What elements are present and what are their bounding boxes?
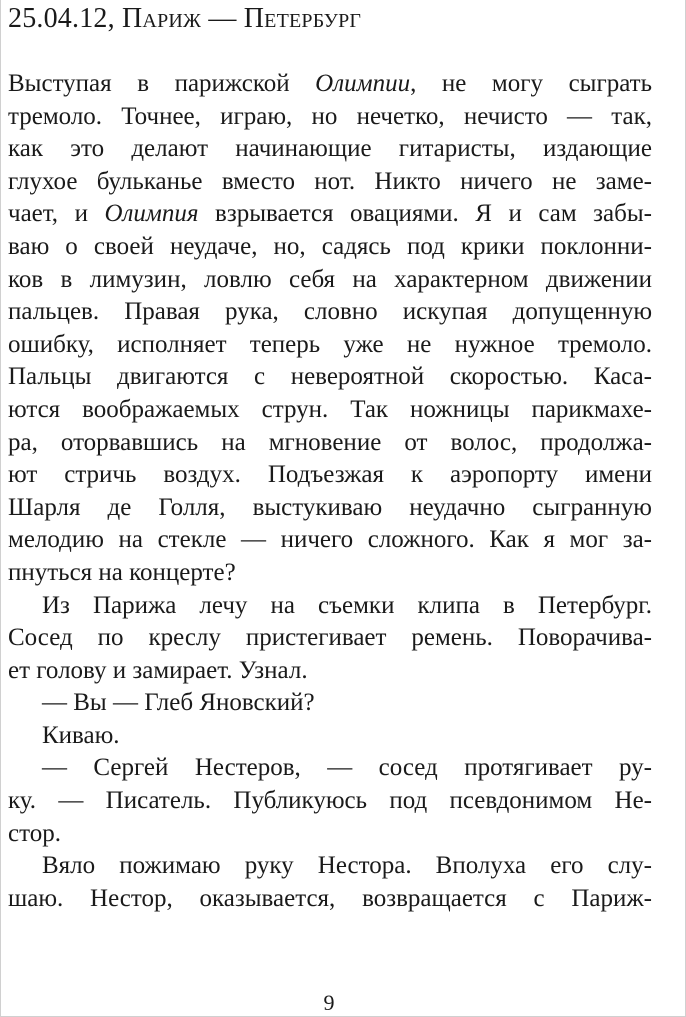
text-line: чает, и Олимпия взрывается овациями. Я и сам забы-: [8, 200, 652, 228]
text-line: ошибку, исполняет теперь уже не нужное тремоло.: [8, 330, 652, 358]
text-line: как это делают начинающие гитаристы, издающие: [8, 135, 652, 163]
body-text: [8, 68, 652, 915]
text-line: ет голову и замирает. Узнал.: [8, 656, 308, 684]
text-line: Выступая в парижской Олимпии, не могу сыграть: [8, 70, 652, 97]
text-line: — Вы — Глеб Яновский?: [42, 689, 315, 717]
text-line: шаю. Нестор, оказывается, возвращается с Париж-: [8, 884, 652, 912]
text-line: Киваю.: [42, 721, 120, 749]
text-line: стор.: [8, 819, 61, 847]
heading-title: Париж — Петербург: [122, 3, 362, 34]
text-line: Пальцы двигаются с невероятной скоростью. Каса-: [8, 363, 652, 391]
heading-date: 25.04.12,: [8, 3, 122, 34]
text-line: ков в лимузин, ловлю себя на характерном движении: [8, 265, 652, 293]
text-line: пальцев. Правая рука, словно искупая допущенную: [8, 298, 652, 326]
text-line: ку. — Писатель. Публикуюсь под псевдонимом Не-: [8, 787, 652, 815]
text-line: ют стричь воздух. Подъезжая к аэропорту имени: [8, 461, 652, 489]
text-line: пнуться на концерте?: [8, 558, 236, 586]
text-line: Из Парижа лечу на съемки клипа в Петербург.: [42, 591, 652, 619]
text-line: Шарля де Голля, выстукиваю неудачно сыгранную: [8, 493, 652, 521]
text-line: Вяло пожимаю руку Нестора. Вполуха его слу-: [42, 852, 652, 880]
text-line: ра, оторвавшись на мгновение от волос, продолжа-: [8, 428, 652, 456]
section-heading: [8, 2, 361, 36]
text-line: тремоло. Точнее, играю, но нечетко, нечисто — так,: [8, 102, 652, 130]
text-line: глухое бульканье вместо нот. Никто ничего не заме-: [8, 167, 652, 195]
text-line: ваю о своей неудаче, но, садясь под крики поклонни-: [8, 232, 652, 260]
page-number: 9: [323, 990, 335, 1015]
text-line: Сосед по креслу пристегивает ремень. Поворачива-: [8, 624, 652, 652]
text-line: — Сергей Нестеров, — сосед протягивает ру-: [42, 754, 652, 782]
text-line: мелодию на стекле — ничего сложного. Как я мог за-: [8, 526, 652, 554]
text-line: ются воображаемых струн. Так ножницы парикмахе-: [8, 395, 652, 423]
